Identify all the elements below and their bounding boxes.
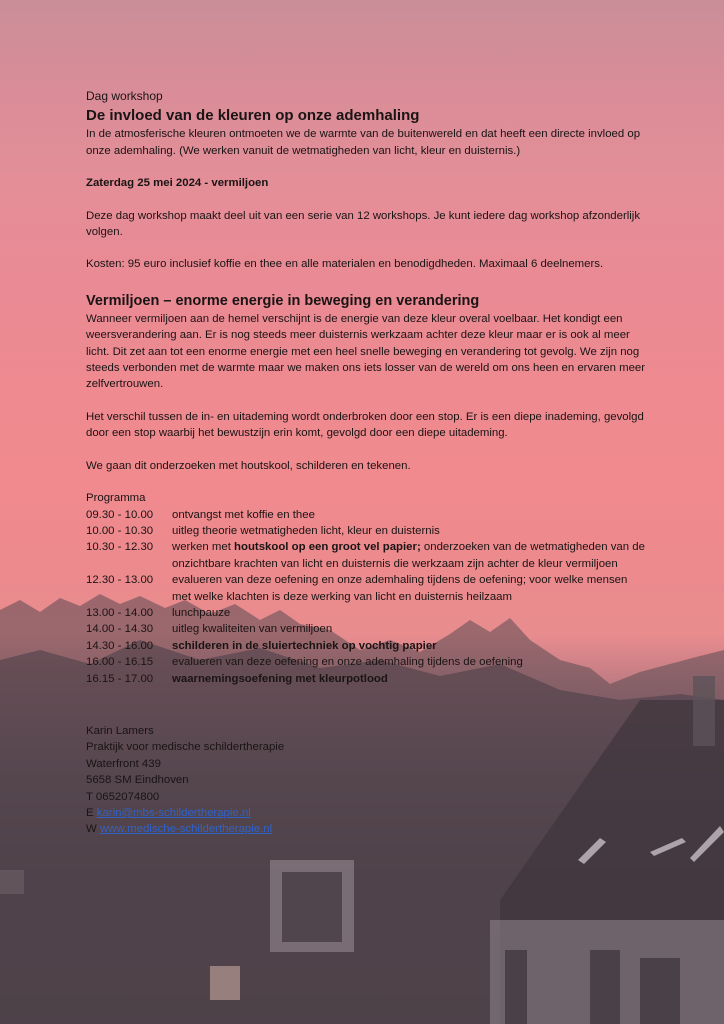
series-paragraph: Deze dag workshop maakt deel uit van een serie van 12 workshops. Je kunt iedere dag workshop afzonderlijk volgen. — [86, 209, 641, 239]
contact-name: Karin Lamers — [86, 724, 154, 737]
program-desc: uitleg kwaliteiten van vermiljoen — [172, 623, 333, 636]
program-time: 10.30 - 12.30 — [86, 541, 154, 554]
page-title: De invloed van de kleuren op onze ademhaling — [86, 107, 420, 125]
program-desc: uitleg theorie wetmatigheden licht, kleur en duisternis — [172, 524, 440, 537]
contact-phone: T 0652074800 — [86, 790, 160, 803]
program-list — [86, 507, 646, 687]
program-row — [86, 654, 646, 670]
program-time: 14.30 - 16.00 — [86, 639, 154, 652]
website-link[interactable]: www.medische-schildertherapie.nl — [99, 823, 273, 836]
costs-paragraph: Kosten: 95 euro inclusief koffie en thee en alle materialen en benodigdheden. Maximaal 6 deelnemers. — [86, 258, 604, 271]
program-time: 09.30 - 10.00 — [86, 508, 154, 521]
program-time: 12.30 - 13.00 — [86, 574, 154, 587]
program-desc: ontvangst met koffie en thee — [172, 508, 315, 521]
program-desc: schilderen in de sluiertechniek op vochtig papier — [172, 639, 437, 652]
program-desc: evalueren van deze oefening en onze ademhaling tijdens de oefening; voor welke mensen met welke klachten is deze werking van licht en duisternis heilzaam — [172, 574, 628, 603]
intro-paragraph: In de atmosferische kleuren ontmoeten we de warmte van de buitenwereld en dat heeft een directe invloed op onze ademhaling. (We werken vanuit de wetmatigheden van licht, kleur en duisternis.) — [86, 128, 641, 157]
program-row — [86, 638, 646, 654]
contact-website-line: W www.medische-schildertherapie.nl — [86, 823, 273, 836]
section-title: Vermiljoen – enorme energie in beweging en verandering — [86, 292, 480, 309]
program-row — [86, 572, 646, 605]
program-desc: evalueren van deze oefening en onze ademhaling tijdens de oefening — [172, 656, 523, 669]
section-paragraph-2: Het verschil tussen de in- en uitademing wordt onderbroken door een stop. Er is een diepe inademing, gevolgd door een stop waarbij het bewustzijn erin komt, gevolgd door een diepe uitademing. — [86, 410, 644, 440]
program-time: 16.15 - 17.00 — [86, 672, 154, 685]
program-title: Programma — [86, 492, 146, 505]
program-time: 13.00 - 14.00 — [86, 606, 154, 619]
program-row — [86, 621, 646, 637]
program-time: 16.00 - 16.15 — [86, 656, 154, 669]
program-desc: lunchpauze — [172, 606, 231, 619]
email-link[interactable]: karin@mbs-schildertherapie.nl — [96, 807, 251, 819]
contact-street: Waterfront 439 — [86, 757, 161, 770]
date-line: Zaterdag 25 mei 2024 - vermiljoen — [86, 177, 269, 190]
program-desc: werken met houtskool op een groot vel papier; onderzoeken van de wetmatigheden van de onzichtbare krachten van licht en duisternis die werkzaam zijn achter de kleur vermiljoen — [172, 541, 645, 570]
section-paragraph-3: We gaan dit onderzoeken met houtskool, schilderen en tekenen. — [86, 459, 411, 472]
program-time: 10.00 - 10.30 — [86, 524, 154, 537]
program-row — [86, 507, 646, 523]
program-row — [86, 523, 646, 539]
workshop-flyer — [86, 88, 646, 838]
program-row — [86, 605, 646, 621]
program-row — [86, 671, 646, 687]
program-time: 14.00 - 14.30 — [86, 623, 154, 636]
program-desc: waarnemingsoefening met kleurpotlood — [172, 672, 388, 685]
contact-block — [86, 723, 646, 838]
kicker-label: Dag workshop — [86, 89, 163, 103]
contact-practice: Praktijk voor medische schildertherapie — [86, 741, 285, 754]
contact-city: 5658 SM Eindhoven — [86, 774, 189, 787]
section-paragraph-1: Wanneer vermiljoen aan de hemel verschijnt is de energie van deze kleur overal voelbaar. Het kondigt een weersverandering aan. Er is nog steeds meer duisternis werkzaam achter deze kleur maar er is ook al meer licht. Dit zet aan tot een enorme energie met een heel snelle beweging en verandering tot gevolg. We zijn nog steeds verbonden met de warmte maar we maken ons iets losser van de wereld om ons heen en ervaren meer zelfvertrouwen. — [86, 312, 646, 391]
program-row — [86, 539, 646, 572]
contact-email-line: E karin@mbs-schildertherapie.nl — [86, 807, 251, 819]
